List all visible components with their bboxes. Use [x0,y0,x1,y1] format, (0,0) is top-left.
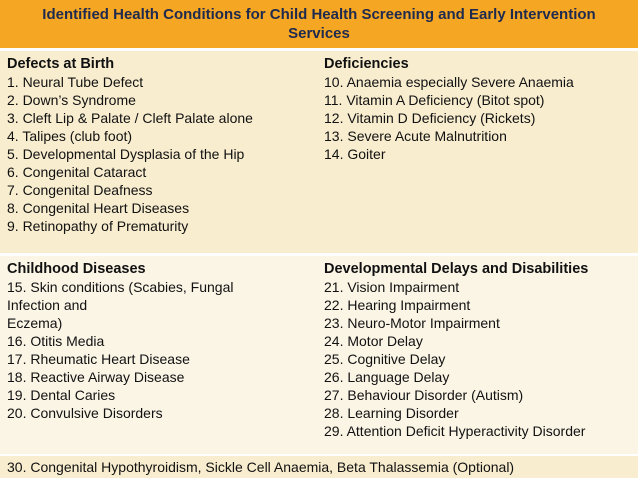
footer-text: 30. Congenital Hypothyroidism, Sickle Cell Anaemia, Beta Thalassemia (Optional) [7,459,515,475]
condition-list [324,73,634,163]
list-item: 10. Anaemia especially Severe Anaemia [324,74,574,90]
page-title: Identified Health Conditions for Child Health Screening and Early Intervention Services [42,6,596,42]
list-item: 27. Behaviour Disorder (Autism) [324,387,524,403]
list-item: 14. Goiter [324,146,386,162]
list-item: Eczema) [7,315,63,331]
list-item: 1. Neural Tube Defect [7,74,144,90]
list-item: 4. Talipes (club foot) [7,128,133,144]
list-item: 28. Learning Disorder [324,405,459,421]
list-item: 20. Convulsive Disorders [7,405,163,421]
table-row [0,51,638,253]
list-item: 29. Attention Deficit Hyperactivity Disorder [324,423,586,439]
section-deficiencies [324,55,634,163]
list-item: 15. Skin conditions (Scabies, Fungal [7,279,234,295]
list-item: 8. Congenital Heart Diseases [7,200,190,216]
list-item: 12. Vitamin D Deficiency (Rickets) [324,110,536,126]
list-item: 2. Down’s Syndrome [7,92,136,108]
section-heading: Deficiencies [324,56,409,72]
section-developmental-delays [324,260,634,440]
list-item: 3. Cleft Lip & Palate / Cleft Palate alone [7,110,253,126]
condition-list [324,278,634,440]
list-item: 5. Developmental Dysplasia of the Hip [7,146,245,162]
list-item: 9. Retinopathy of Prematurity [7,218,189,234]
list-item: 22. Hearing Impairment [324,297,471,313]
list-item: 25. Cognitive Delay [324,351,446,367]
list-item: 13. Severe Acute Malnutrition [324,128,507,144]
condition-list [7,73,307,235]
section-heading: Defects at Birth [7,56,115,72]
list-item: 21. Vision Impairment [324,279,460,295]
list-item: 7. Congenital Deafness [7,182,153,198]
section-defects-at-birth [7,55,307,235]
table-header [0,0,638,48]
list-item: 11. Vitamin A Deficiency (Bitot spot) [324,92,545,108]
section-childhood-diseases [7,260,307,422]
list-item: 17. Rheumatic Heart Disease [7,351,190,367]
list-item: 24. Motor Delay [324,333,423,349]
list-item: 18. Reactive Airway Disease [7,369,185,385]
table-row-footer [0,456,638,478]
list-item: 19. Dental Caries [7,387,116,403]
section-heading: Childhood Diseases [7,261,146,277]
condition-list [7,278,307,422]
list-item: Infection and [7,297,88,313]
list-item: 6. Congenital Cataract [7,164,147,180]
table-row [0,256,638,454]
list-item: 16. Otitis Media [7,333,105,349]
list-item: 26. Language Delay [324,369,450,385]
section-heading: Developmental Delays and Disabilities [324,261,589,277]
list-item: 23. Neuro-Motor Impairment [324,315,500,331]
